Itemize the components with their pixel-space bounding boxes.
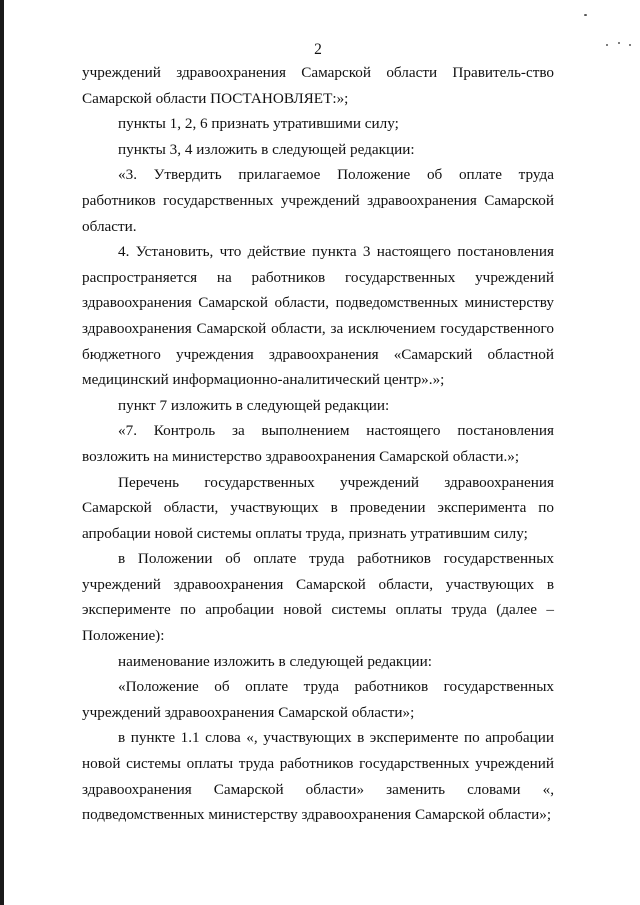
paragraph-7: «7. Контроль за выполнением настоящего постановления возложить на министерство здравоохранения Самарской области.»; — [82, 422, 554, 465]
scan-speck — [618, 42, 620, 44]
paragraph-6: пункт 7 изложить в следующей редакции: — [118, 396, 390, 414]
scan-speck — [629, 44, 631, 46]
paragraph-12: в пункте 1.1 слова «, участвующих в эксперименте по апробации новой системы оплаты труда работников государственных учреждений здравоохранения Самарской области» заменить словами «, подведомственных министерству здравоохранения Самарской области»; — [82, 729, 554, 824]
scan-speck — [584, 14, 587, 16]
paragraph-3: пункты 3, 4 изложить в следующей редакции: — [118, 140, 415, 158]
page-number: 2 — [314, 41, 322, 58]
paragraph-9: в Положении об оплате труда работников государственных учреждений здравоохранения Самарской области, участвующих в эксперименте по апробации новой системы оплаты труда (далее – Положение): — [82, 550, 554, 645]
scan-speck — [606, 44, 608, 46]
paragraph-1: учреждений здравоохранения Самарской области Правитель-ство Самарской области ПОСТАНОВЛЯЕТ:»; — [82, 64, 554, 107]
document-page — [82, 40, 554, 828]
paragraph-4: «3. Утвердить прилагаемое Положение об оплате труда работников государственных учреждений здравоохранения Самарской области. — [82, 166, 554, 235]
scan-left-edge — [0, 0, 4, 905]
paragraph-10: наименование изложить в следующей редакции: — [118, 652, 432, 670]
paragraph-8: Перечень государственных учреждений здравоохранения Самарской области, участвующих в проведении эксперимента по апробации новой системы оплаты труда, признать утратившим силу; — [82, 473, 554, 542]
paragraph-11: «Положение об оплате труда работников государственных учреждений здравоохранения Самарской области»; — [82, 678, 554, 721]
paragraph-5: 4. Установить, что действие пункта 3 настоящего постановления распространяется на работников государственных учреждений здравоохранения Самарской области, подведомственных министерству здравоохранения Самарской области, за исключением государственного бюджетного учреждения здравоохранения «Самарский областной медицинский информационно-аналитический центр».»; — [82, 243, 554, 389]
paragraph-2: пункты 1, 2, 6 признать утратившими силу; — [118, 115, 399, 133]
